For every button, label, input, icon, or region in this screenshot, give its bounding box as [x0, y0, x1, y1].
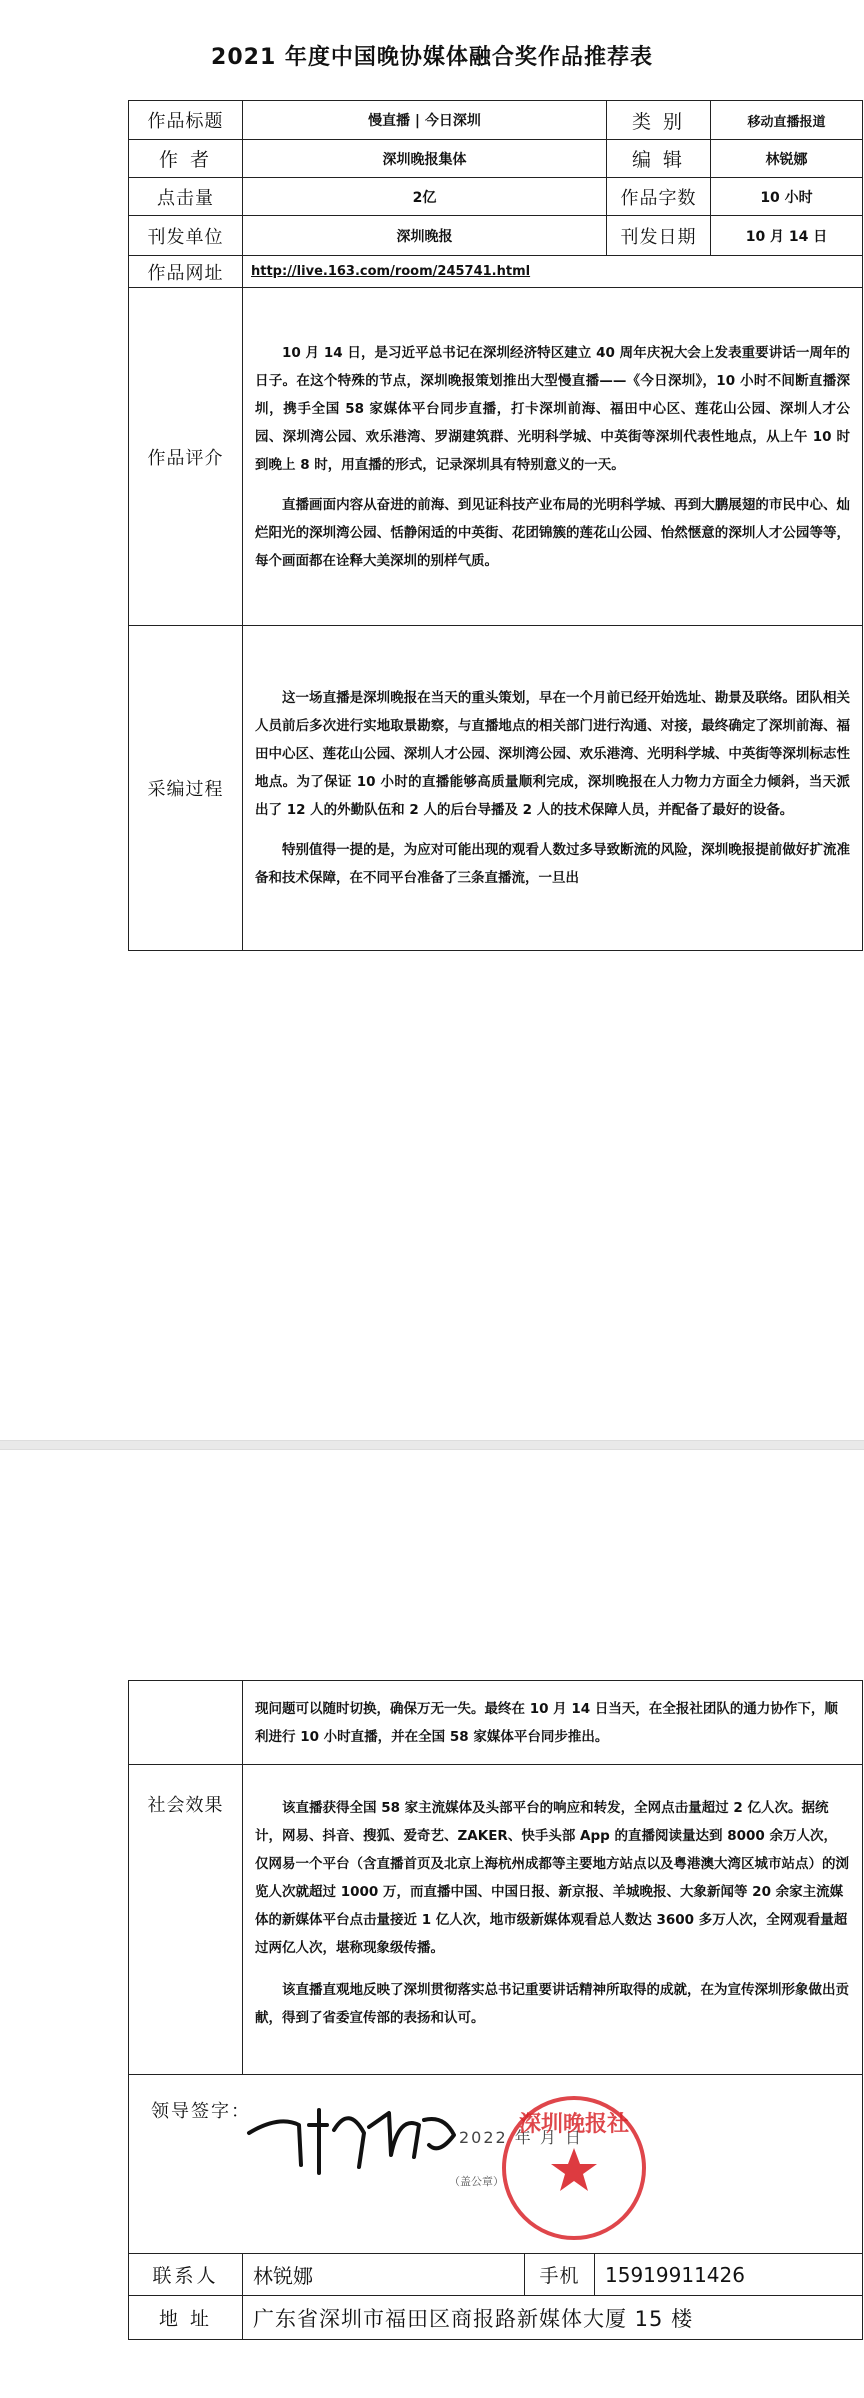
recommendation-form-page1: [128, 100, 863, 951]
contact-value: 林锐娜: [243, 2254, 525, 2296]
sign-date: 2022 年 月 日: [459, 2128, 583, 2147]
effect-label: 社会效果: [129, 1765, 243, 2075]
author-label: 作 者: [129, 140, 243, 178]
phone-value: 15919911426: [595, 2254, 863, 2296]
recommendation-form-page2: [128, 1680, 863, 2340]
work-title-label: 作品标题: [129, 101, 243, 140]
signature-area: [129, 2075, 862, 2253]
word-count-value: 10 小时: [711, 178, 863, 216]
clicks-value: 2亿: [243, 178, 607, 216]
process-label: 采编过程: [129, 626, 243, 951]
process-paragraph-1: 这一场直播是深圳晚报在当天的重头策划，早在一个月前已经开始选址、勘景及联络。团队相关人员前后多次进行实地取景勘察，与直播地点的相关部门进行沟通、对接，最终确定了深圳前海、福田中心区、莲花山公园、深圳人才公园、深圳湾公园、欢乐港湾、光明科学城、中英街等深圳标志性地点。为了保证 10 小时的直播能够高质量顺利完成，深圳晚报在人力物力方面全力倾斜，当天派出了 12 人的外勤队伍和 2 人的后台导播及 2 人的技术保障人员，并配备了最好的设备。: [255, 690, 850, 818]
effect-paragraph-2: 该直播直观地反映了深圳贯彻落实总书记重要讲话精神所取得的成就，在为宣传深圳形象做出贡献，得到了省委宣传部的表扬和认可。: [255, 1981, 849, 2026]
author-value: 深圳晚报集体: [243, 140, 607, 178]
effect-text: [243, 1765, 863, 2075]
work-url-link[interactable]: http://live.163.com/room/245741.html: [243, 256, 863, 288]
publish-date-value: 10 月 14 日: [711, 216, 863, 256]
process-paragraph-2-cont: 现问题可以随时切换，确保万无一失。最终在 10 月 14 日当天，在全报社团队的通力协作下，顺利进行 10 小时直播，并在全国 58 家媒体平台同步推出。: [255, 1700, 838, 1745]
page-2: [0, 1450, 864, 2398]
evaluation-paragraph-1: 10 月 14 日，是习近平总书记在深圳经济特区建立 40 周年庆祝大会上发表重要讲话一周年的日子。在这个特殊的节点，深圳晚报策划推出大型慢直播——《今日深圳》，10 小时不间断直播深圳，携手全国 58 家媒体平台同步直播，打卡深圳前海、福田中心区、莲花山公园、深圳人才公园、深圳湾公园、欢乐港湾、罗湖建筑群、光明科学城、中英街等深圳代表性地点，从上午 10 时到晚上 8 时，用直播的形式，记录深圳具有特别意义的一天。: [255, 344, 850, 473]
page-separator: [0, 1440, 864, 1450]
signature-cell: [129, 2075, 863, 2254]
clicks-label: 点击量: [129, 178, 243, 216]
publisher-label: 刊发单位: [129, 216, 243, 256]
category-label: 类 别: [607, 101, 711, 140]
leader-sign-label: 领导签字：: [151, 2101, 251, 2122]
evaluation-text: [243, 288, 863, 626]
process-paragraph-2: 特别值得一提的是，为应对可能出现的观看人数过多导致断流的风险，深圳晚报提前做好扩流准备和技术保障，在不同平台准备了三条直播流，一旦出: [255, 842, 850, 886]
publisher-value: 深圳晚报: [243, 216, 607, 256]
evaluation-label: 作品评介: [129, 288, 243, 626]
effect-paragraph-1: 该直播获得全国 58 家主流媒体及头部平台的响应和转发，全网点击量超过 2 亿人次。据统计，网易、抖音、搜狐、爱奇艺、ZAKER、快手头部 App 的直播阅读量达到 8000 余万人次，仅网易一个平台（含直播首页及北京上海杭州成都等主要地方站点以及粤港澳大湾区城市站点）的浏览人次就超过 1000 万，而直播中国、中国日报、新京报、羊城晚报、大象新闻等 20 余家主流媒体的新媒体平台点击量接近 1 亿人次，地市级新媒体观看总人数达 3600 多万人次，全网观看量超过两亿人次，堪称现象级传播。: [255, 1799, 849, 1956]
word-count-label: 作品字数: [607, 178, 711, 216]
evaluation-paragraph-2: 直播画面内容从奋进的前海、到见证科技产业布局的光明科学城、再到大鹏展翅的市民中心、灿烂阳光的深圳湾公园、恬静闲适的中英街、花团锦簇的莲花山公园、怡然惬意的深圳人才公园等等，每个画面都在诠释大美深圳的别样气质。: [255, 496, 850, 569]
publish-date-label: 刊发日期: [607, 216, 711, 256]
category-value: 移动直播报道: [711, 101, 863, 140]
continuation-label-cell: [129, 1681, 243, 1765]
editor-value: 林锐娜: [711, 140, 863, 178]
editor-label: 编 辑: [607, 140, 711, 178]
address-label: 地 址: [129, 2296, 243, 2340]
document-title: 2021 年度中国晚协媒体融合奖作品推荐表: [211, 45, 653, 70]
phone-label: 手机: [525, 2254, 595, 2296]
seal-text: 深圳晚报社: [518, 2111, 630, 2137]
contact-label: 联系人: [129, 2254, 243, 2296]
address-value: 广东省深圳市福田区商报路新媒体大厦 15 楼: [243, 2296, 863, 2340]
process-text: [243, 626, 863, 951]
url-label: 作品网址: [129, 256, 243, 288]
process-continuation-text: [243, 1681, 863, 1765]
work-title-value: 慢直播 | 今日深圳: [243, 101, 607, 140]
official-seal: [499, 2093, 649, 2243]
stamp-note: （盖公章）: [449, 2175, 504, 2188]
